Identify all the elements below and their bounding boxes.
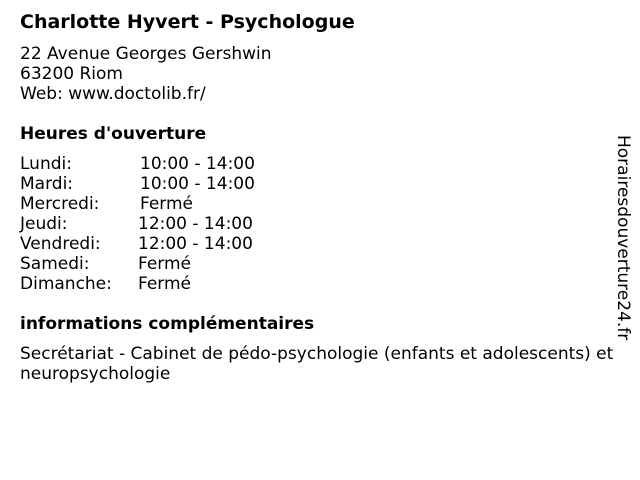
- time-value: Fermé: [138, 274, 192, 294]
- hours-row-monday: [20, 154, 340, 174]
- day-label: Lundi:: [20, 154, 72, 174]
- hours-row-thursday: [20, 214, 340, 234]
- hours-row-tuesday: [20, 174, 340, 194]
- day-label: Jeudi:: [20, 214, 68, 234]
- time-value: 10:00 - 14:00: [140, 154, 255, 174]
- business-name: Charlotte Hyvert - Psychologue: [20, 11, 355, 33]
- address-city: 63200 Riom: [20, 64, 123, 84]
- hours-row-friday: [20, 234, 340, 254]
- time-value: 12:00 - 14:00: [138, 234, 253, 254]
- watermark-text: Horairesdouverture24.fr: [613, 135, 633, 341]
- time-value: 10:00 - 14:00: [140, 174, 255, 194]
- opening-hours-heading: Heures d'ouverture: [20, 124, 207, 144]
- hours-row-wednesday: [20, 194, 340, 214]
- additional-info-heading: informations complémentaires: [20, 314, 315, 334]
- day-label: Samedi:: [20, 254, 90, 274]
- day-label: Mardi:: [20, 174, 74, 194]
- address-street: 22 Avenue Georges Gershwin: [20, 44, 272, 64]
- time-value: Fermé: [140, 194, 194, 214]
- website[interactable]: Web: www.doctolib.fr/: [20, 84, 206, 104]
- day-label: Mercredi:: [20, 194, 100, 214]
- hours-row-saturday: [20, 254, 340, 274]
- time-value: Fermé: [138, 254, 192, 274]
- day-label: Dimanche:: [20, 274, 112, 294]
- opening-hours-table: [20, 154, 340, 294]
- day-label: Vendredi:: [20, 234, 101, 254]
- additional-info-text: Secrétariat - Cabinet de pédo-psychologie (enfants et adolescents) et neuropsychologie: [20, 344, 614, 384]
- time-value: 12:00 - 14:00: [138, 214, 253, 234]
- hours-row-sunday: [20, 274, 340, 294]
